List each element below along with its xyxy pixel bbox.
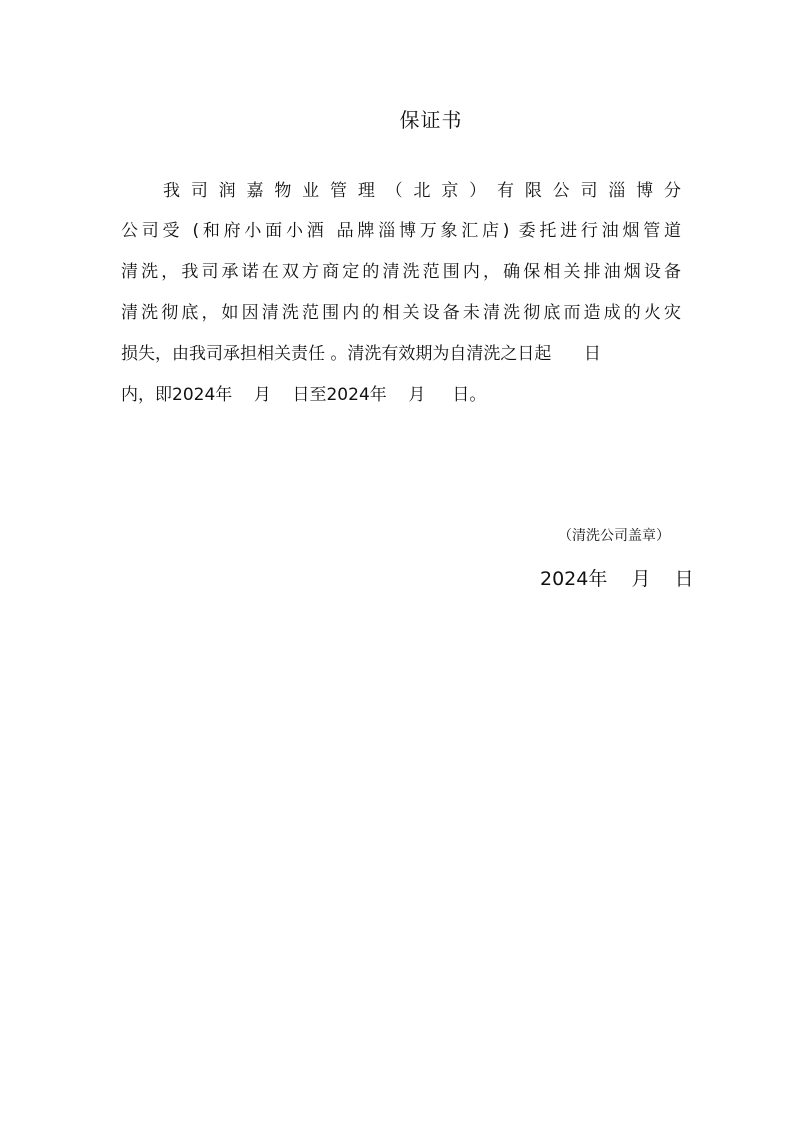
body-line-1: 我 司 润 嘉 物 业 管 理 （ 北 京 ） 有 限 公 司 淄 博 分 <box>163 181 681 201</box>
body-line-6: 内，即2024年 月 日至2024年 月 日。 <box>121 385 487 405</box>
signature-date: 2024年 月 日 <box>540 568 694 590</box>
company-stamp-note: （清洗公司盖章） <box>558 528 670 544</box>
document-title: 保证书 <box>399 108 463 132</box>
body-line-4: 清洗彻底，如因清洗范围内的相关设备未清洗彻底而造成的火灾 <box>121 303 681 323</box>
body-line-2: 公司受 (和府小面小酒 品牌淄博万象汇店) 委托进行油烟管道 <box>121 221 681 241</box>
body-line-5: 损失，由我司承担相关责任 。清洗有效期为自清洗之日起 日 <box>121 344 601 364</box>
body-line-3: 清洗，我司承诺在双方商定的清洗范围内，确保相关排油烟设备 <box>121 262 681 282</box>
